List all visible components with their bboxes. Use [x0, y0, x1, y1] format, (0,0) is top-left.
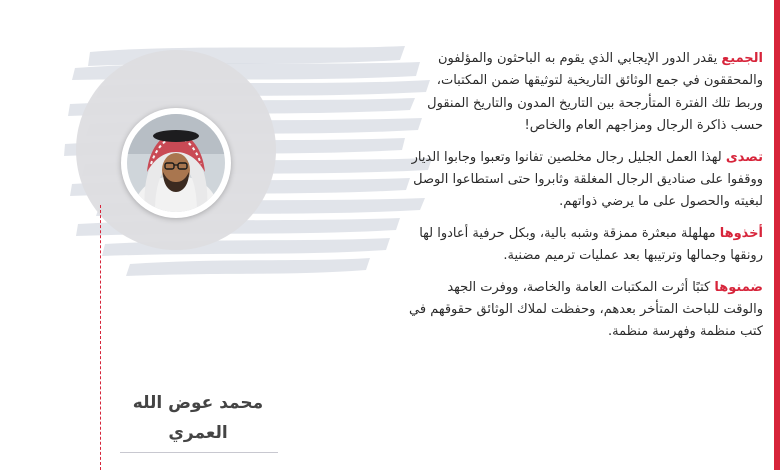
author-name: [118, 388, 278, 448]
author-name-line2: العمري: [168, 423, 228, 443]
author-photo: [127, 114, 225, 212]
paragraph-lead-word: تصدى: [725, 149, 763, 165]
paragraph-text: لهذا العمل الجليل رجال مخلصين تفانوا وتعبوا وجابوا الديار ووقفوا على صناديق الرجال المغلقة وثابروا حتى استطاعوا الوصل لبغيته والحصول على ما يرضي ذواتهم.: [411, 149, 763, 210]
author-portrait-photo: [127, 114, 225, 212]
paragraph-text: مهلهلة مبعثرة ممزقة وشبه بالية، وبكل حرفية أعادوا لها رونقها وجمالها وترتيبها بعد عمليات ترميم مضنية.: [419, 225, 763, 264]
article-body: [408, 48, 763, 353]
paragraph-text: كتبًا أثرت المكتبات العامة والخاصة، ووفرت الجهد والوقت للباحث المتأخر بعدهم، وحفظت لملاك الوثائق حقوقهم في كتب منظمة وفهرسة منظمة.: [409, 279, 763, 340]
paragraph-lead-word: أخذوها: [719, 225, 763, 241]
article-paragraph: [408, 223, 763, 268]
paragraph-lead-word: ضمنوها: [714, 279, 763, 295]
paragraph-text: يقدر الدور الإيجابي الذي يقوم به الباحثون والمؤلفون والمحققون في جمع الوثائق التاريخية لتوثيقها ضمن المكتبات، وربط تلك الفترة المتأرجحة بين التاريخ المدون والتاريخ المنقول حسب ذاكرة الرجال ومزاجهم العام والخاص!: [427, 51, 763, 134]
article-paragraph: [408, 147, 763, 214]
article-paragraph: [408, 277, 763, 344]
author-photo-frame: [121, 108, 231, 218]
accent-strip: [774, 0, 780, 470]
paragraph-lead-word: الجميع: [721, 51, 763, 66]
author-name-line1: محمد عوض الله: [132, 393, 264, 413]
brush-stroke-background: [60, 40, 440, 300]
red-dashed-divider: [100, 205, 101, 470]
author-name-underline: [120, 452, 278, 453]
article-paragraph: [408, 48, 763, 138]
